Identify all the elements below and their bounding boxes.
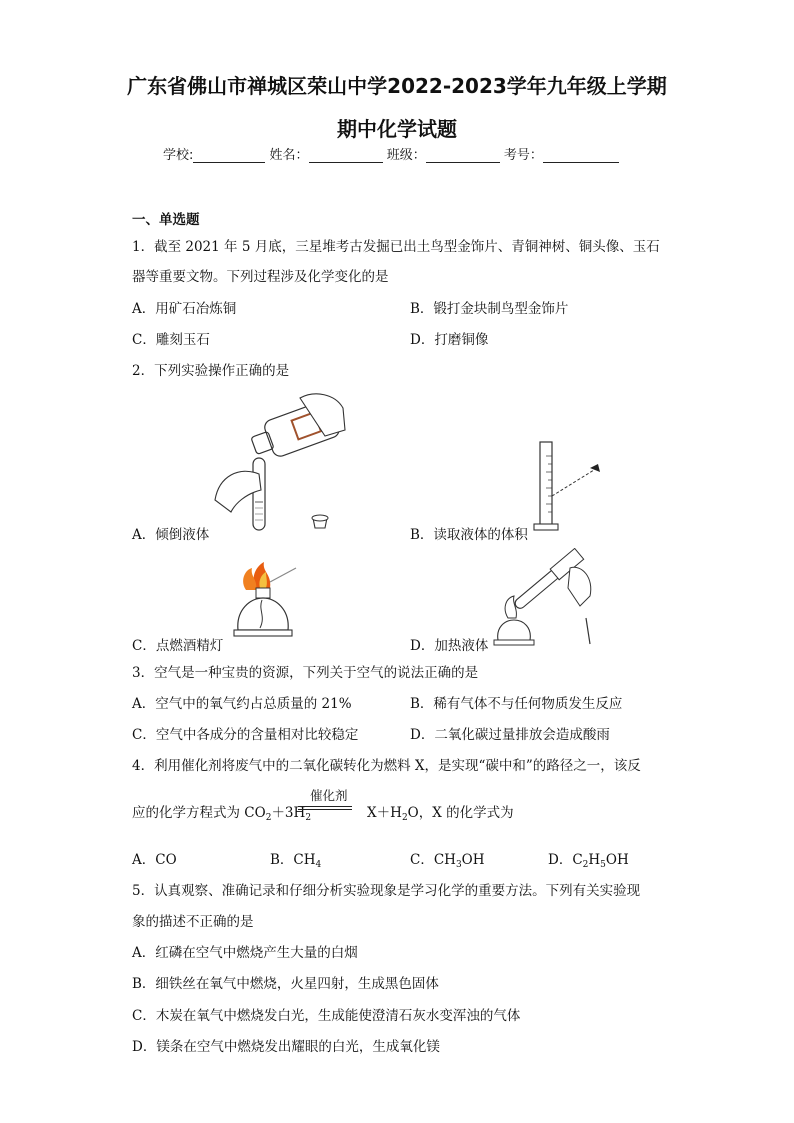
exam-number-blank[interactable]	[543, 148, 619, 163]
q5-option-a[interactable]: A．红磷在空气中燃烧产生大量的白烟	[132, 945, 358, 961]
pouring-liquid-illustration	[205, 390, 355, 540]
exam-title-line2: 期中化学试题	[337, 117, 457, 141]
exam-number-label: 考号：	[503, 148, 543, 163]
q3-option-d[interactable]: D．二氧化碳过量排放会造成酸雨	[410, 727, 610, 743]
q1-option-d[interactable]: D．打磨铜像	[410, 332, 489, 348]
q2-option-d[interactable]: D．加热液体	[410, 638, 489, 654]
q3-option-c[interactable]: C．空气中各成分的含量相对比较稳定	[132, 727, 359, 743]
q4-option-a[interactable]: A．CO	[132, 852, 177, 868]
q3-option-b[interactable]: B．稀有气体不与任何物质发生反应	[410, 696, 623, 712]
q2-stem: 2．下列实验操作正确的是	[132, 363, 290, 379]
q4-option-b[interactable]: B．$CH_4$	[270, 852, 322, 870]
q2-option-b[interactable]: B．读取液体的体积	[410, 527, 528, 543]
student-info-line	[163, 144, 619, 163]
q5-option-b[interactable]: B．细铁丝在氧气中燃烧，火星四射，生成黑色固体	[132, 976, 439, 992]
q3-option-a[interactable]: A．空气中的氧气约占总质量的 21%	[132, 696, 352, 712]
q1-stem-line1: 1．截至 2021 年 5 月底，三星堆考古发掘已出土鸟型金饰片、青铜神树、铜头像、玉石	[132, 239, 660, 255]
alcohol-lamp-illustration	[226, 560, 306, 644]
class-label: 班级：	[386, 148, 426, 163]
q5-option-c[interactable]: C．木炭在氧气中燃烧发白光，生成能使澄清石灰水变浑浊的气体	[132, 1008, 521, 1024]
q1-stem-line2: 器等重要文物。下列过程涉及化学变化的是	[132, 269, 389, 285]
q2-option-c[interactable]: C．点燃酒精灯	[132, 638, 224, 654]
reaction-line-bottom	[298, 809, 352, 810]
class-blank[interactable]	[426, 148, 500, 163]
school-blank[interactable]	[193, 148, 265, 163]
section-heading: 一、单选题	[132, 212, 200, 228]
q5-stem-line2: 象的描述不正确的是	[132, 914, 254, 930]
q1-option-b[interactable]: B．锻打金块制鸟型金饰片	[410, 301, 569, 317]
q4-stem-line1: 4．利用催化剂将废气中的二氧化碳转化为燃料 X，是实现“碳中和”的路径之一，该反	[132, 758, 641, 774]
school-label: 学校:	[163, 148, 194, 163]
catalyst-label: 催化剂	[310, 788, 348, 803]
q1-option-c[interactable]: C．雕刻玉石	[132, 332, 210, 348]
q1-option-a[interactable]: A．用矿石冶炼铜	[132, 301, 237, 317]
name-blank[interactable]	[309, 148, 383, 163]
reaction-line-top	[298, 806, 352, 807]
heating-liquid-illustration	[490, 548, 600, 648]
q4-option-d[interactable]: D．$C_2H_5OH$	[548, 852, 629, 870]
q2-option-a[interactable]: A．倾倒液体	[132, 527, 210, 543]
q4-stem-line2: 应的化学方程式为 $CO_2+3H_2$ $X+H_2O$，X 的化学式为	[132, 805, 514, 823]
q5-option-d[interactable]: D．镁条在空气中燃烧发出耀眼的白光，生成氧化镁	[132, 1039, 440, 1055]
name-label: 姓名：	[269, 148, 309, 163]
exam-title-line1: 广东省佛山市禅城区荣山中学2022-2023学年九年级上学期	[127, 74, 667, 98]
q3-stem: 3．空气是一种宝贵的资源，下列关于空气的说法正确的是	[132, 665, 479, 681]
q4-option-c[interactable]: C．$CH_3OH$	[410, 852, 485, 870]
q5-stem-line1: 5．认真观察、准确记录和仔细分析实验现象是学习化学的重要方法。下列有关实验现	[132, 883, 641, 899]
reading-volume-illustration	[530, 440, 610, 535]
